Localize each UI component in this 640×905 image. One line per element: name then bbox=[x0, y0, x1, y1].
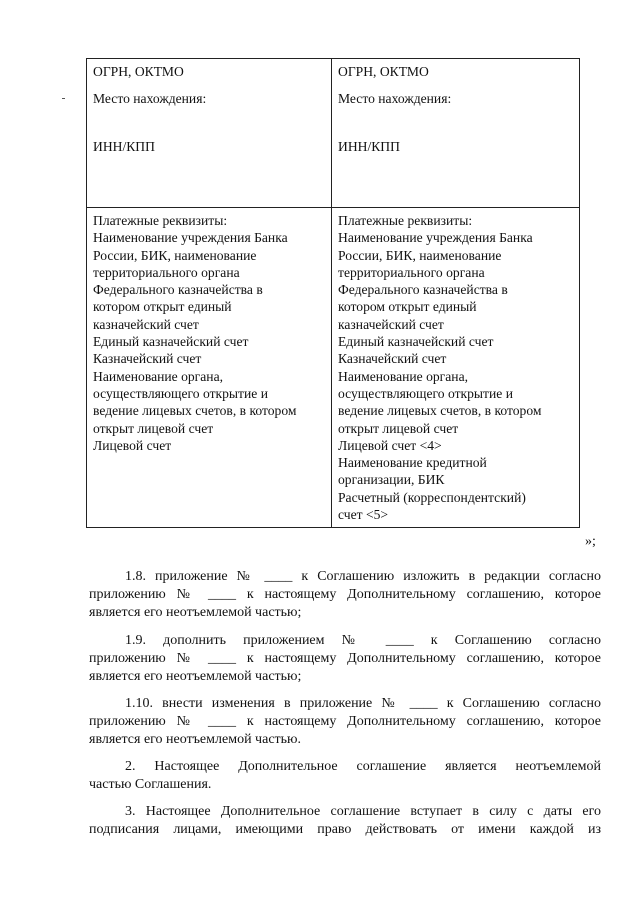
payment-line: Единый казначейский счет bbox=[338, 334, 494, 350]
paragraph-line: 3. Настоящее Дополнительное соглашение вступает в силу с даты его bbox=[125, 804, 601, 819]
scan-speck bbox=[62, 98, 65, 99]
paragraph-line: является его неотъемлемой частью. bbox=[89, 732, 301, 747]
paragraph-line: приложению № ____ к настоящему Дополнительному соглашению, которое bbox=[89, 651, 601, 666]
payment-line: осуществляющего открытие и bbox=[338, 385, 513, 401]
paragraph-line: является его неотъемлемой частью; bbox=[89, 669, 302, 684]
payment-line: ведение лицевых счетов, в котором bbox=[338, 403, 542, 419]
payment-line: Единый казначейский счет bbox=[93, 334, 249, 350]
table-row bbox=[87, 208, 580, 528]
payment-line: Федерального казначейства в bbox=[93, 282, 263, 298]
payment-line: котором открыт единый bbox=[93, 299, 232, 315]
paragraph-line: 1.8. приложение № ____ к Соглашению изложить в редакции согласно bbox=[125, 569, 601, 584]
payment-line: территориального органа bbox=[93, 264, 240, 280]
payment-line: Лицевой счет bbox=[93, 437, 172, 453]
payment-line: России, БИК, наименование bbox=[338, 247, 502, 263]
paragraph-line: приложению № ____ к настоящему Дополнительному соглашению, которое bbox=[89, 587, 601, 602]
paragraph-line: 1.9. дополнить приложением № ____ к Соглашению согласно bbox=[125, 633, 601, 648]
inn-kpp-label: ИНН/КПП bbox=[93, 138, 155, 154]
payment-line: организации, БИК bbox=[338, 472, 445, 488]
paragraph-line: является его неотъемлемой частью; bbox=[89, 605, 302, 620]
payment-line: территориального органа bbox=[338, 264, 485, 280]
payment-line: Федерального казначейства в bbox=[338, 282, 508, 298]
location-label: Место нахождения: bbox=[93, 91, 207, 107]
payment-line: казначейский счет bbox=[93, 316, 199, 332]
closing-quote: »; bbox=[585, 534, 596, 549]
payment-line: открыт лицевой счет bbox=[338, 420, 459, 436]
payment-line: казначейский счет bbox=[338, 316, 444, 332]
party-2-ids-cell bbox=[332, 59, 580, 208]
paragraph-3 bbox=[89, 803, 601, 839]
payment-line: Наименование кредитной bbox=[338, 455, 487, 471]
payment-line: осуществляющего открытие и bbox=[93, 385, 268, 401]
payment-line: ведение лицевых счетов, в котором bbox=[93, 403, 297, 419]
paragraph-1-8 bbox=[89, 568, 601, 622]
payment-line: Казначейский счет bbox=[338, 351, 447, 367]
table-row bbox=[87, 59, 580, 208]
payment-line: Казначейский счет bbox=[93, 351, 202, 367]
party-1-payment-cell bbox=[87, 208, 332, 528]
paragraph-line: приложению № ____ к настоящему Дополнительному соглашению, которое bbox=[89, 714, 601, 729]
ogrn-oktmo-label: ОГРН, ОКТМО bbox=[93, 64, 184, 79]
paragraph-1-10 bbox=[89, 695, 601, 749]
party-2-payment-cell bbox=[332, 208, 580, 528]
party-1-ids-cell bbox=[87, 59, 332, 208]
paragraph-line: 1.10. внести изменения в приложение № ____ к Соглашению согласно bbox=[125, 696, 601, 711]
location-label: Место нахождения: bbox=[338, 91, 452, 107]
ogrn-oktmo-label: ОГРН, ОКТМО bbox=[338, 64, 429, 79]
paragraph-line: подписания лицами, имеющими право действовать от имени каждой из bbox=[89, 822, 601, 837]
paragraph-line: 2. Настоящее Дополнительное соглашение является неотъемлемой bbox=[125, 759, 601, 774]
payment-line: Платежные реквизиты: bbox=[93, 213, 228, 228]
payment-line: котором открыт единый bbox=[338, 299, 477, 315]
inn-kpp-label: ИНН/КПП bbox=[338, 138, 400, 154]
payment-line: Расчетный (корреспондентский) bbox=[338, 489, 526, 505]
requisites-table bbox=[86, 58, 580, 528]
paragraph-2 bbox=[89, 758, 601, 794]
payment-line: открыт лицевой счет bbox=[93, 420, 214, 436]
paragraph-line: частью Соглашения. bbox=[89, 777, 212, 792]
payment-line: России, БИК, наименование bbox=[93, 247, 257, 263]
payment-line: счет <5> bbox=[338, 507, 389, 523]
payment-line: Платежные реквизиты: bbox=[338, 213, 473, 228]
payment-line: Наименование учреждения Банка bbox=[93, 230, 288, 246]
payment-line: Наименование учреждения Банка bbox=[338, 230, 533, 246]
payment-line: Наименование органа, bbox=[93, 368, 223, 384]
payment-line: Лицевой счет <4> bbox=[338, 437, 442, 453]
paragraph-1-9 bbox=[89, 632, 601, 686]
payment-line: Наименование органа, bbox=[338, 368, 468, 384]
